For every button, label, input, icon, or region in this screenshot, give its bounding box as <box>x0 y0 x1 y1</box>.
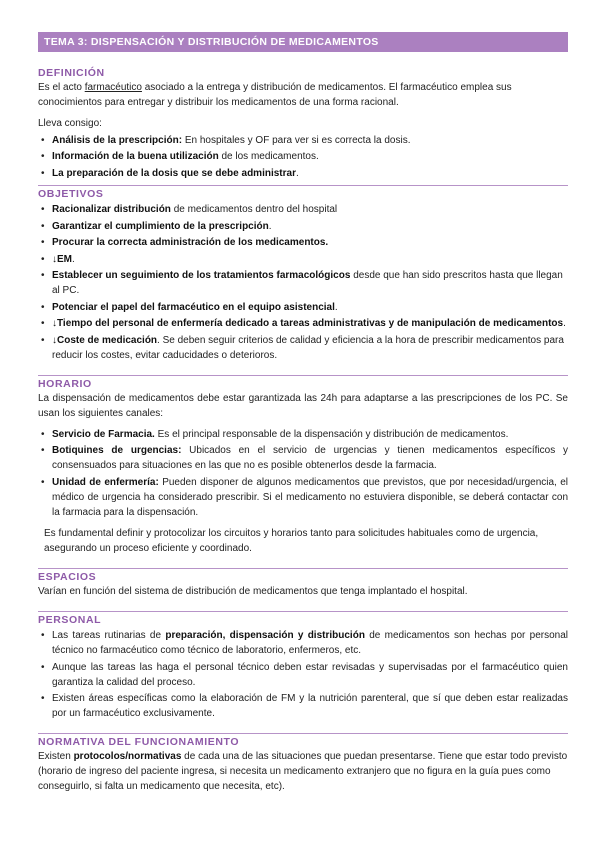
list-item: • Las tareas rutinarias de preparación, dispensación y distribución de medicamentos son hechas por personal técnico no farmacéutico como técnico de laboratorio, enfermeros, etc. <box>38 628 568 658</box>
horario-closing: Es fundamental definir y protocolizar los circuitos y horarios tanto para solicitudes habituales como de urgencia, asegurando un proceso eficiente y coordinado. <box>44 527 539 554</box>
list-item: • ↓Coste de medicación. Se deben seguir criterios de calidad y eficiencia a la hora de prescribir medicamentos para reducir los costes, evitar caducidades o deterioros. <box>38 333 568 363</box>
objectives-list <box>38 202 568 363</box>
section-title-definicion: DEFINICIÓN <box>38 67 105 79</box>
list-item: • Existen áreas específicas como la elaboración de FM y la nutrición parenteral, que sí que deben estar realizadas por un farmacéutico exclusivamente. <box>38 691 568 721</box>
list-item: • Potenciar el papel del farmacéutico en el equipo asistencial. <box>38 300 568 315</box>
section-objetivos <box>38 185 568 363</box>
topic-banner: TEMA 3: DISPENSACIÓN Y DISTRIBUCIÓN DE MEDICAMENTOS <box>38 32 568 52</box>
list-item: • Garantizar el cumplimiento de la prescripción. <box>38 219 568 234</box>
list-item: • Procurar la correcta administración de los medicamentos. <box>38 235 568 250</box>
document-page <box>38 32 568 794</box>
section-title-espacios: ESPACIOS <box>38 568 568 584</box>
list-item: • Aunque las tareas las haga el personal técnico deben estar revisadas y supervisadas por el farmacéutico quien garantiza la calidad del proceso. <box>38 660 568 690</box>
personal-list <box>38 628 568 721</box>
list-item: • ↓EM. <box>38 252 568 267</box>
section-horario <box>38 375 568 556</box>
list-item: • Unidad de enfermería: Pueden disponer de algunos medicamentos que previstos, que por necesidad/urgencia, el médico de urgencia ha considerado prescribir. Si el medicamento no estuviera disponible, se deberá contactar con la farmacia para la dispensación. <box>38 475 568 520</box>
section-title-personal: PERSONAL <box>38 611 568 627</box>
section-title-normativa: NORMATIVA DEL FUNCIONAMIENTO <box>38 733 568 749</box>
section-personal <box>38 611 568 722</box>
section-title-objetivos: OBJETIVOS <box>38 185 568 201</box>
list-item: • ↓Tiempo del personal de enfermería dedicado a tareas administrativas y de manipulación de medicamentos. <box>38 316 568 331</box>
definition-list <box>38 133 568 181</box>
underlined-term: farmacéutico <box>84 82 142 93</box>
section-definicion <box>38 67 568 181</box>
espacios-text: Varían en función del sistema de distribución de medicamentos que tenga implantado el hospital. <box>38 585 468 597</box>
list-item: • Información de la buena utilización de los medicamentos. <box>38 149 568 164</box>
section-normativa <box>38 733 568 794</box>
list-item: • Análisis de la prescripción: En hospitales y OF para ver si es correcta la dosis. <box>38 133 568 148</box>
section-espacios <box>38 568 568 599</box>
list-item: • Servicio de Farmacia. Es el principal responsable de la dispensación y distribución de medicamentos. <box>38 427 568 442</box>
list-item: • Establecer un seguimiento de los tratamientos farmacológicos desde que han sido prescritos hasta que llegan al PC. <box>38 268 568 298</box>
horario-intro: La dispensación de medicamentos debe estar garantizada las 24h para adaptarse a las prescripciones de los PC. Se usan los siguientes canales: <box>38 392 568 419</box>
normativa-text: Existen protocolos/normativas de cada una de las situaciones que puedan presentarse. Tiene que estar todo previsto (horario de ingreso del paciente ingresa, si necesita un medicamento extranjero que no figura en la guía pues como conseguirlo, si falta un medicamento que necesita, etc). <box>38 751 568 792</box>
list-item: • Botiquines de urgencias: Ubicados en el servicio de urgencias y tienen medicamentos específicos y consensuados para situaciones en las que no es posible obtenerlos desde la farmacia. <box>38 443 568 473</box>
section-title-horario: HORARIO <box>38 375 568 391</box>
channels-list <box>38 427 568 520</box>
lleva-consigo-label: Lleva consigo: <box>38 118 102 129</box>
list-item: • Racionalizar distribución de medicamentos dentro del hospital <box>38 202 568 217</box>
list-item: • La preparación de la dosis que se debe administrar. <box>38 166 568 181</box>
definition-paragraph: Es el acto farmacéutico asociado a la entrega y distribución de medicamentos. El farmacéutico emplea sus conocimientos para entregar y distribuir los medicamentos de una forma racional. <box>38 82 512 108</box>
